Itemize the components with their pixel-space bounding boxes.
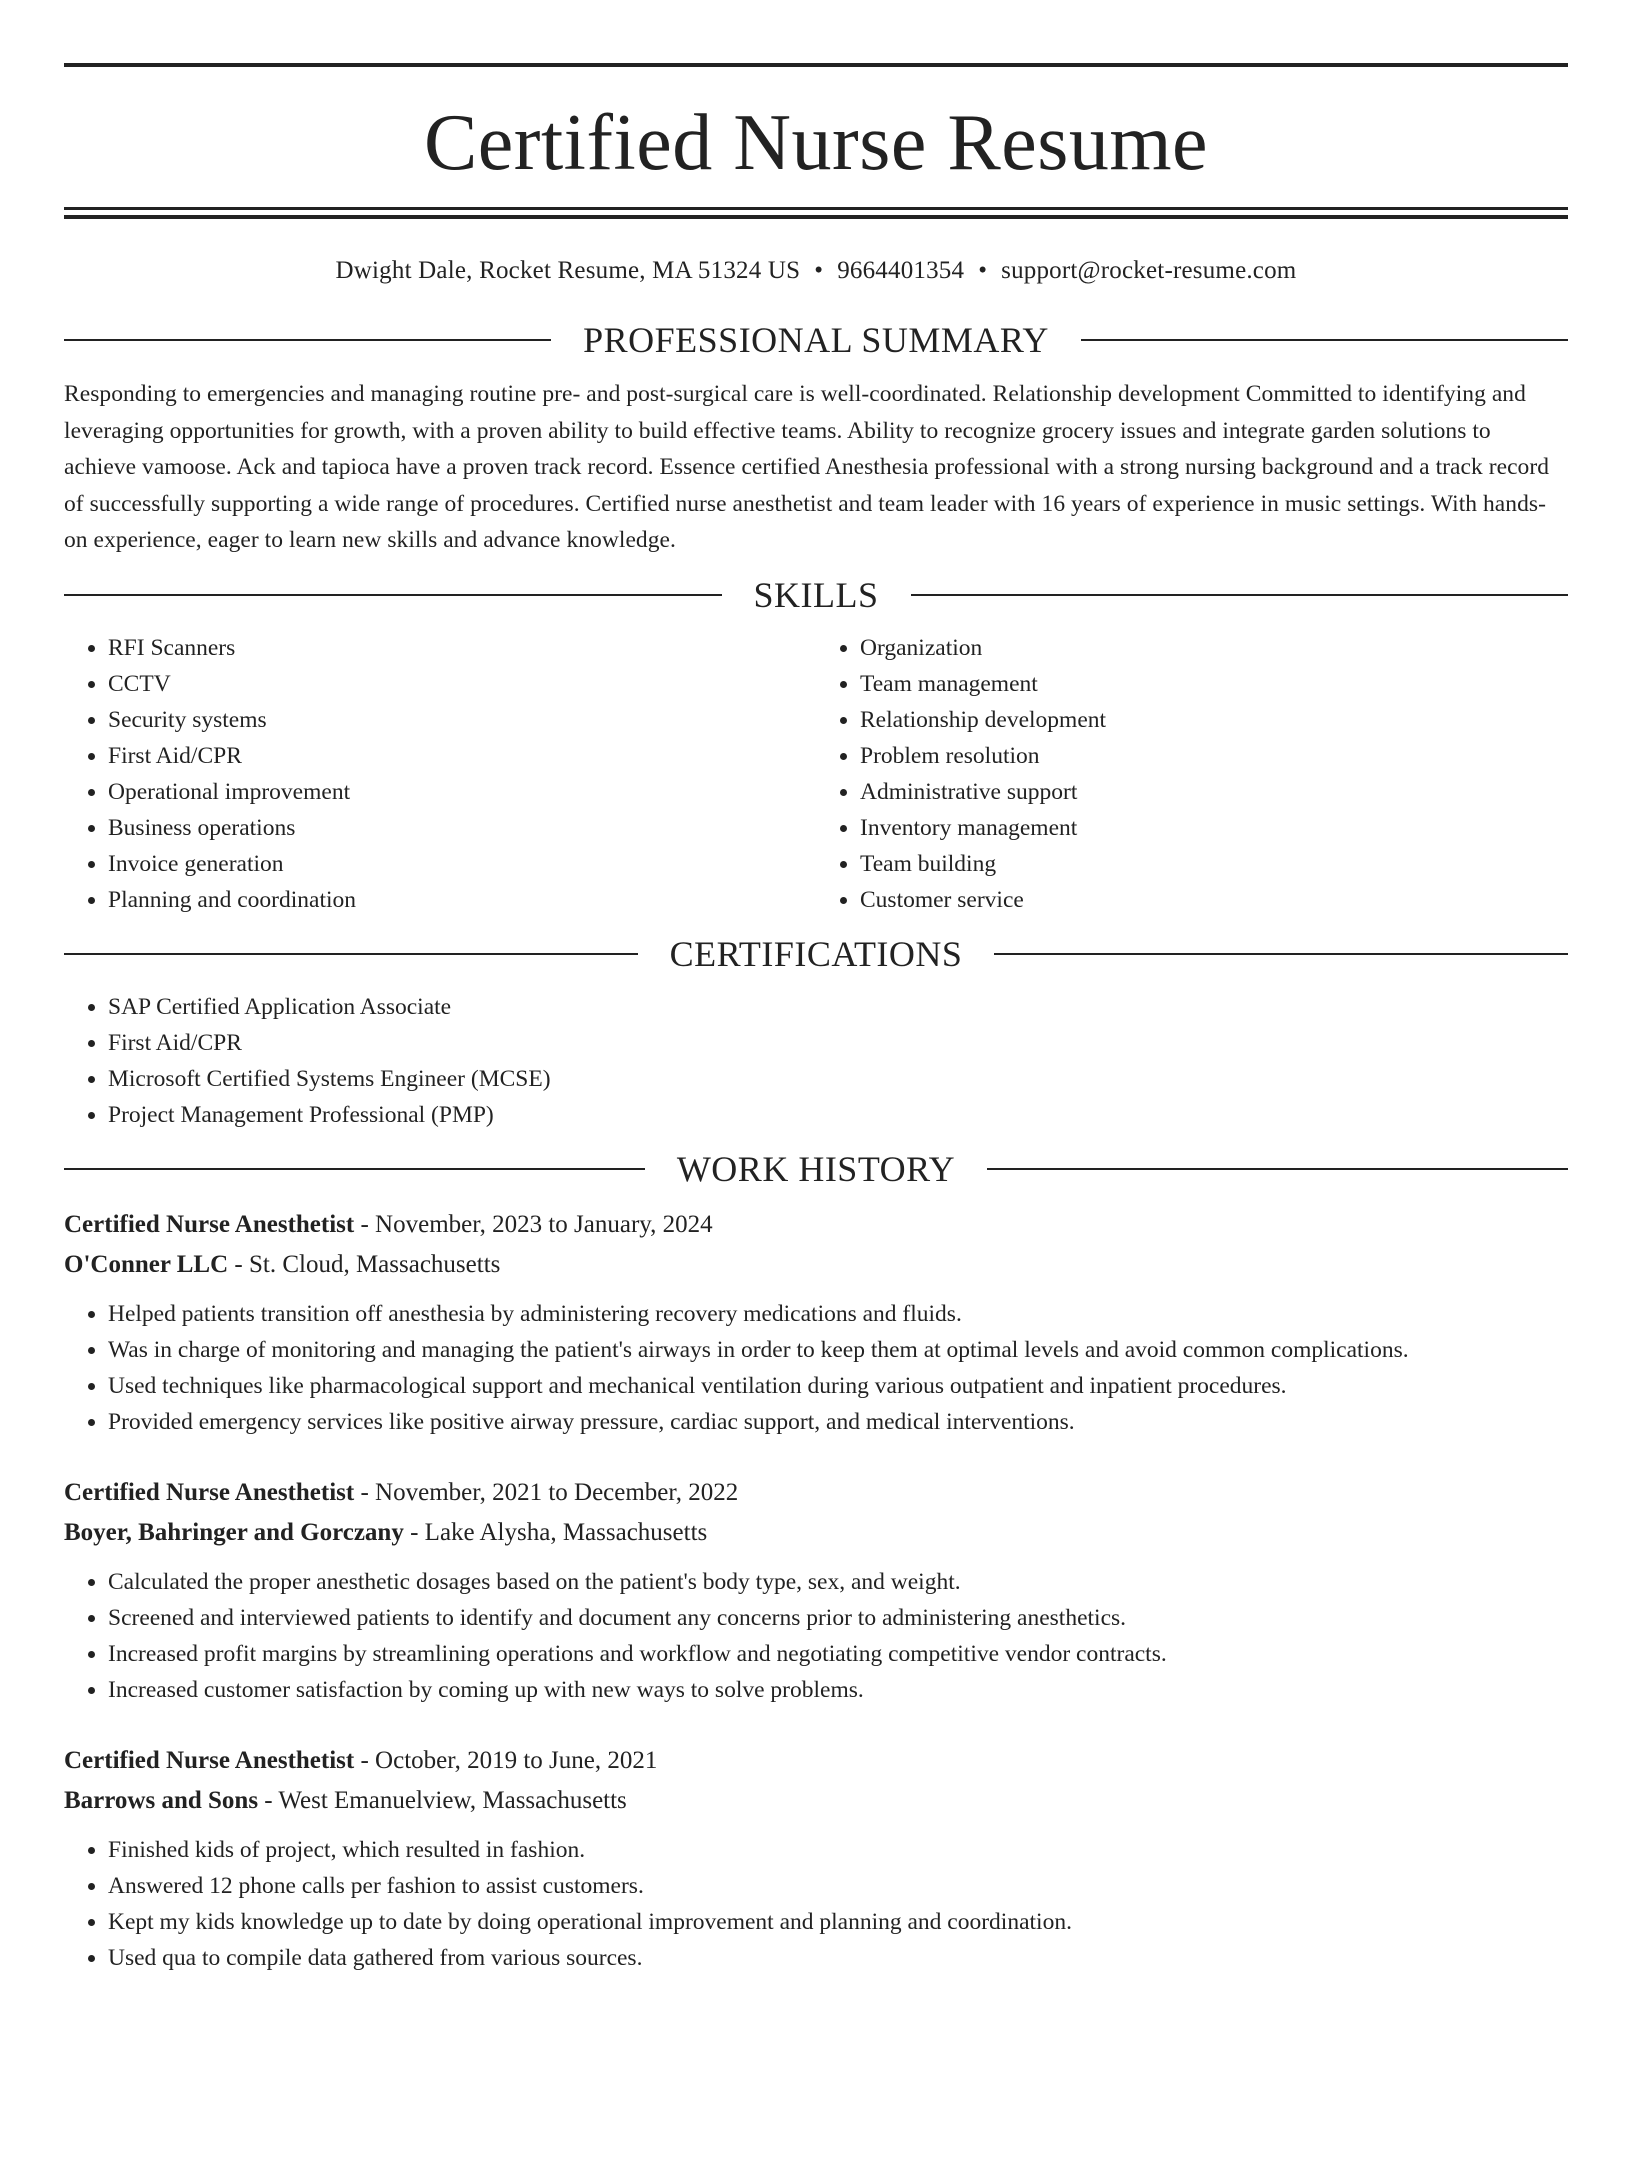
- job-company-line: [64, 1781, 1568, 1821]
- job-bullet: • Answered 12 phone calls per fashion to assist customers.: [108, 1868, 1568, 1904]
- summary-paragraph: Responding to emergencies and managing routine pre- and post-surgical care is well-coordinated. Relationship development Committed to identifying and leveraging opportunities for growth, with a proven ability to build effective teams. Ability to recognize grocery issues and integrate garden solutions to achieve vamoose. Ack and tapioca have a proven track record. Essence certified Anesthesia professional with a strong nursing background and a track record of successfully supporting a wide range of procedures. Certified nurse anesthetist and team leader with 16 years of experience in music settings. With hands-on experience, eager to learn new skills and advance knowledge.: [64, 381, 1550, 553]
- job-title: Certified Nurse Anesthetist: [64, 1746, 355, 1774]
- job-entry: [64, 1741, 1568, 1976]
- heading-rule: [987, 1168, 1568, 1170]
- skill-item: • Invoice generation: [108, 846, 816, 882]
- skill-item: • Relationship development: [860, 702, 1568, 738]
- skills-list-right: [816, 630, 1568, 918]
- job-bullet: • Calculated the proper anesthetic dosages based on the patient's body type, sex, and weight.: [108, 1564, 1568, 1600]
- section-title: SKILLS: [753, 574, 879, 615]
- job-title-line: [64, 1473, 1568, 1513]
- certification-item: • Microsoft Certified Systems Engineer (MCSE): [108, 1061, 1568, 1097]
- contact-separator: •: [814, 257, 824, 284]
- skill-item: • CCTV: [108, 666, 816, 702]
- skill-item: • First Aid/CPR: [108, 738, 816, 774]
- job-title-line: [64, 1741, 1568, 1781]
- skills-list-left: [64, 630, 816, 918]
- job-company-line: [64, 1513, 1568, 1553]
- section-heading-summary: [64, 318, 1568, 362]
- job-bullet: • Kept my kids knowledge up to date by doing operational improvement and planning and coordination.: [108, 1904, 1568, 1940]
- job-location: - West Emanuelview, Massachusetts: [258, 1786, 627, 1814]
- skill-item: • RFI Scanners: [108, 630, 816, 666]
- job-title: Certified Nurse Anesthetist: [64, 1210, 355, 1238]
- job-entry: [64, 1205, 1568, 1440]
- contact-address: Dwight Dale, Rocket Resume, MA 51324 US: [335, 257, 801, 284]
- top-rule: [64, 63, 1568, 67]
- job-company-line: [64, 1245, 1568, 1285]
- skill-item: • Operational improvement: [108, 774, 816, 810]
- certification-item: • SAP Certified Application Associate: [108, 989, 1568, 1025]
- job-bullets: [64, 1296, 1568, 1440]
- contact-separator: •: [978, 257, 988, 284]
- heading-rule: [64, 339, 551, 341]
- resume-page: [0, 63, 1632, 2175]
- job-location: - St. Cloud, Massachusetts: [228, 1250, 501, 1278]
- section-title: PROFESSIONAL SUMMARY: [583, 320, 1049, 360]
- heading-rule: [64, 953, 638, 955]
- skill-item: • Security systems: [108, 702, 816, 738]
- heading-rule: [911, 594, 1569, 596]
- title-double-rule: [64, 207, 1568, 219]
- skill-item: • Problem resolution: [860, 738, 1568, 774]
- heading-rule: [64, 594, 722, 596]
- job-entry: [64, 1473, 1568, 1708]
- job-title: Certified Nurse Anesthetist: [64, 1478, 355, 1506]
- skill-item: • Team building: [860, 846, 1568, 882]
- section-title: CERTIFICATIONS: [669, 933, 963, 974]
- job-dates: - November, 2021 to December, 2022: [354, 1478, 739, 1506]
- job-dates: - October, 2019 to June, 2021: [354, 1746, 658, 1774]
- section-heading-work: [64, 1147, 1568, 1191]
- skill-item: • Inventory management: [860, 810, 1568, 846]
- job-bullet: • Screened and interviewed patients to identify and document any concerns prior to administering anesthetics.: [108, 1600, 1568, 1636]
- job-bullets: [64, 1832, 1568, 1976]
- job-dates: - November, 2023 to January, 2024: [354, 1210, 713, 1238]
- job-bullet: • Provided emergency services like positive airway pressure, cardiac support, and medical interventions.: [108, 1404, 1568, 1440]
- job-bullet: • Finished kids of project, which resulted in fashion.: [108, 1832, 1568, 1868]
- skills-grid: [64, 630, 1568, 918]
- section-heading-certifications: [64, 932, 1568, 976]
- job-location: - Lake Alysha, Massachusetts: [403, 1518, 708, 1546]
- certification-item: • Project Management Professional (PMP): [108, 1097, 1568, 1133]
- job-title-line: [64, 1205, 1568, 1245]
- contact-phone: 9664401354: [837, 257, 965, 284]
- contact-email: support@rocket-resume.com: [1001, 257, 1297, 284]
- job-bullet: • Helped patients transition off anesthesia by administering recovery medications and fluids.: [108, 1296, 1568, 1332]
- resume-title: Certified Nurse Resume: [423, 99, 1209, 187]
- job-bullet: • Used qua to compile data gathered from various sources.: [108, 1940, 1568, 1976]
- skill-item: • Organization: [860, 630, 1568, 666]
- skill-item: • Planning and coordination: [108, 882, 816, 918]
- skill-item: • Administrative support: [860, 774, 1568, 810]
- job-bullets: [64, 1564, 1568, 1708]
- job-bullet: • Increased customer satisfaction by coming up with new ways to solve problems.: [108, 1672, 1568, 1708]
- skill-item: • Business operations: [108, 810, 816, 846]
- skill-item: • Team management: [860, 666, 1568, 702]
- job-bullet: • Increased profit margins by streamlining operations and workflow and negotiating competitive vendor contracts.: [108, 1636, 1568, 1672]
- job-company: O'Conner LLC: [64, 1250, 229, 1278]
- certification-item: • First Aid/CPR: [108, 1025, 1568, 1061]
- job-company: Boyer, Bahringer and Gorczany: [64, 1518, 404, 1546]
- section-heading-skills: [64, 573, 1568, 617]
- job-company: Barrows and Sons: [64, 1786, 259, 1814]
- skill-item: • Customer service: [860, 882, 1568, 918]
- certifications-list: [64, 989, 1568, 1133]
- contact-line: [64, 255, 1568, 287]
- heading-rule: [994, 953, 1568, 955]
- job-bullet: • Was in charge of monitoring and managing the patient's airways in order to keep them at optimal levels and avoid common complications.: [108, 1332, 1568, 1368]
- section-title: WORK HISTORY: [676, 1148, 956, 1189]
- heading-rule: [64, 1168, 645, 1170]
- job-bullet: • Used techniques like pharmacological support and mechanical ventilation during various outpatient and inpatient procedures.: [108, 1368, 1568, 1404]
- heading-rule: [1081, 339, 1568, 341]
